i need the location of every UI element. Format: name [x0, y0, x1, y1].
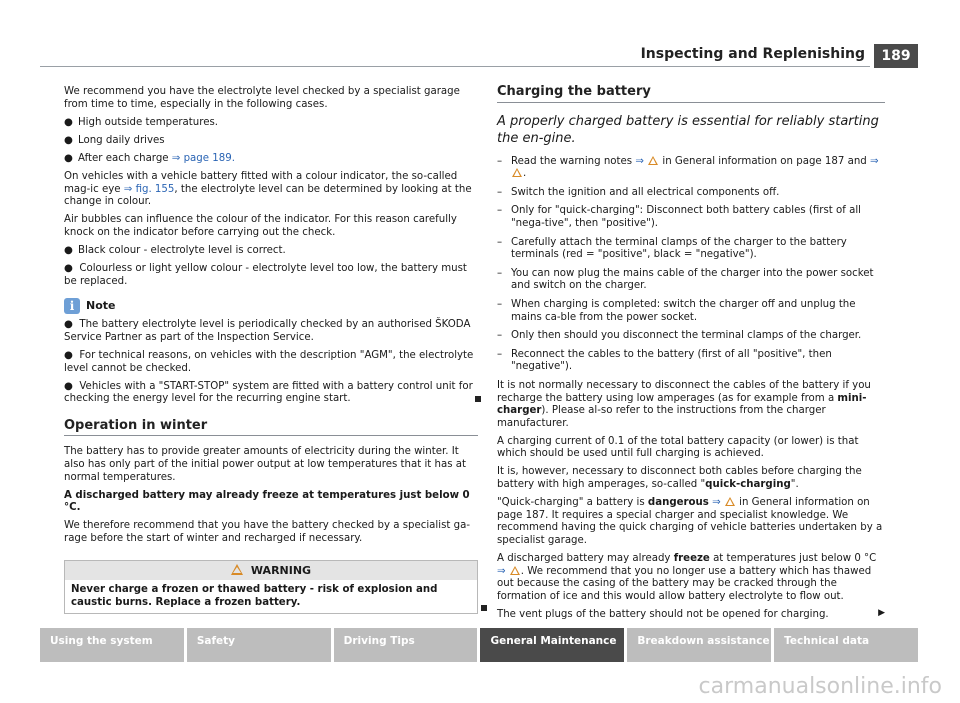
step-item: – Reconnect the cables to the battery (first of all "positive", then "negative").	[497, 348, 832, 373]
ref-link[interactable]: ⇒	[870, 155, 879, 167]
right-column	[497, 86, 885, 627]
paragraph: It is not normally necessary to disconnect the cables of the battery if you recharge the battery using low amperages (as for example from a mini-charger). Please al-so refer to the instructions from the charger manufacturer.	[497, 379, 871, 429]
warning-icon	[231, 564, 243, 575]
paragraph: A discharged battery may already freeze at temperatures just below 0 °C ⇒ . We recommend that you no longer use a battery which has thawed out because the casing of the battery may be cracked through the formation of ice and this would allow battery electrolyte to flow out.	[497, 553, 877, 602]
ref-link[interactable]: ⇒	[497, 565, 506, 577]
end-mark-icon	[475, 396, 481, 402]
paragraph: On vehicles with a vehicle battery fitted with a colour indicator, the so-called mag-ic eye ⇒ fig. 155, the electrolyte level can be determined by looking at the change in colour.	[64, 170, 472, 208]
ref-link[interactable]: ⇒	[635, 155, 644, 167]
page-link[interactable]: ⇒ page 189.	[171, 152, 235, 164]
section-heading: Charging the battery	[497, 86, 885, 103]
paragraph: It is, however, necessary to disconnect both cables before charging the battery with high amperages, so-called "quick-charging".	[497, 466, 862, 491]
step-item: – Read the warning notes ⇒ in General information on page 187 and ⇒ .	[497, 155, 879, 180]
step-item: – Only for "quick-charging": Disconnect both battery cables (first of all "nega-tive", then "positive").	[497, 205, 862, 229]
note-item: ● Vehicles with a "START-STOP" system are fitted with a battery control unit for checking the energy level for the recurring engine start.	[64, 381, 478, 406]
warning-icon	[725, 497, 735, 506]
paragraph: The battery has to provide greater amounts of electricity during the winter. It also has only part of the initial power output at low temperatures that it has at normal temperatures.	[64, 446, 467, 483]
ref-link[interactable]: ⇒	[708, 497, 724, 509]
tab-driving-tips[interactable]: Driving Tips	[334, 628, 478, 662]
tab-breakdown-assistance[interactable]: Breakdown assistance	[627, 628, 771, 662]
section-heading: Operation in winter	[64, 420, 478, 437]
paragraph: The vent plugs of the battery should not be opened for charging. ▶	[497, 607, 885, 620]
paragraph: A charging current of 0.1 of the total battery capacity (or lower) is that which should be used until full charging is achieved.	[497, 435, 859, 460]
page-header	[0, 44, 960, 68]
tab-using-the-system[interactable]: Using the system	[40, 628, 184, 662]
paragraph: Air bubbles can influence the colour of the indicator. For this reason carefully knock on the indicator before carrying out the check.	[64, 214, 457, 238]
page-number: 189	[874, 44, 918, 68]
paragraph: A discharged battery may already freeze at temperatures just below 0 °C.	[64, 489, 470, 514]
step-item: – Only then should you disconnect the terminal clamps of the charger.	[497, 330, 862, 342]
paragraph: "Quick-charging" a battery is dangerous ⇒ in General information on page 187. It requires a special charger and specialist knowledge. We recommend having the quick charging of vehicle batteries undertaken by a specialist garage.	[497, 497, 883, 546]
warning-icon	[648, 156, 658, 165]
paragraph: We recommend you have the electrolyte level checked by a specialist garage from time to time, especially in the following cases.	[64, 86, 460, 110]
list-item: ● Colourless or light yellow colour - electrolyte level too low, the battery must be replaced.	[64, 263, 467, 287]
step-item: – When charging is completed: switch the charger off and unplug the mains ca-ble from the power socket.	[497, 298, 856, 323]
page-title: Inspecting and Replenishing	[640, 46, 865, 62]
note-item: ● The battery electrolyte level is periodically checked by an authorised ŠKODA Service Partner as part of the Inspection Service.	[64, 319, 471, 343]
continue-arrow-icon: ▶	[878, 607, 885, 618]
warning-box	[64, 560, 478, 615]
tab-technical-data[interactable]: Technical data	[774, 628, 918, 662]
step-item: – Carefully attach the terminal clamps of the charger to the battery terminals (red = "positive", black = "negative").	[497, 236, 847, 261]
note-header	[64, 298, 478, 314]
paragraph: We therefore recommend that you have the battery checked by a specialist ga-rage before the start of winter and recharged if necessary.	[64, 520, 471, 544]
tab-safety[interactable]: Safety	[187, 628, 331, 662]
end-mark-icon	[481, 605, 487, 611]
left-column	[64, 86, 478, 614]
warning-icon	[510, 566, 520, 575]
info-icon: i	[64, 298, 80, 314]
step-item: – Switch the ignition and all electrical components off.	[497, 186, 780, 198]
warning-icon	[512, 168, 522, 177]
figure-link[interactable]: ⇒ fig. 155	[123, 183, 175, 195]
list-item: ● After each charge ⇒ page 189.	[64, 152, 235, 164]
list-item: ● High outside temperatures.	[64, 116, 219, 128]
lead-text: A properly charged battery is essential for reliably starting the en-gine.	[497, 113, 879, 146]
list-item: ● Long daily drives	[64, 134, 165, 146]
note-title: Note	[86, 298, 116, 312]
header-rule	[40, 66, 870, 67]
warning-header: WARNING	[65, 561, 477, 581]
note-item: ● For technical reasons, on vehicles with the description "AGM", the electrolyte level cannot be checked.	[64, 349, 474, 374]
watermark: carmanualsonline.info	[698, 674, 942, 699]
list-item: ● Black colour - electrolyte level is correct.	[64, 244, 286, 256]
step-item: – You can now plug the mains cable of the charger into the power socket and switch on the charger.	[497, 267, 874, 292]
tab-general-maintenance[interactable]: General Maintenance	[480, 628, 624, 662]
chapter-tabs	[40, 628, 918, 662]
warning-text: Never charge a frozen or thawed battery - risk of explosion and caustic burns. Replace a frozen battery.	[71, 584, 438, 608]
